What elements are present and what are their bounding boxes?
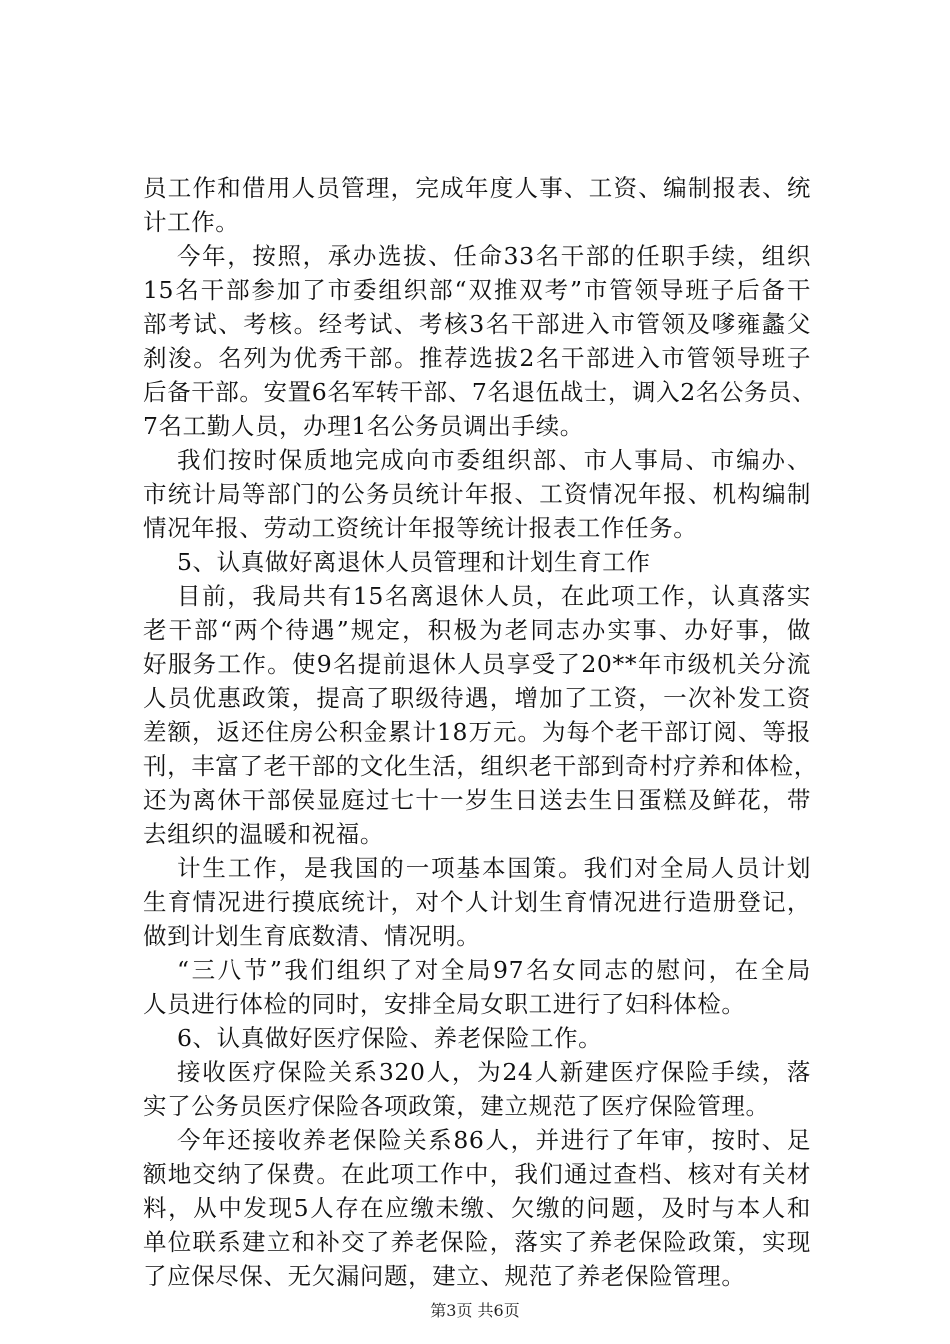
body-line: 额地交纳了保费。在此项工作中，我们通过查档、核对有关材 — [143, 1160, 811, 1188]
paragraph-start-line: 目前，我局共有15名离退休人员，在此项工作，认真落实 — [177, 582, 811, 610]
body-line: 料，从中发现5人存在应缴未缴、欠缴的问题，及时与本人和 — [143, 1194, 811, 1222]
body-line: 差额，返还住房公积金累计18万元。为每个老干部订阅、等报 — [143, 718, 811, 746]
paragraph-start-line: 今年还接收养老保险关系86人，并进行了年审，按时、足 — [177, 1126, 811, 1154]
body-line: 单位联系建立和补交了养老保险，落实了养老保险政策，实现 — [143, 1228, 811, 1256]
body-line: 人员优惠政策，提高了职级待遇，增加了工资，一次补发工资 — [143, 684, 811, 712]
section-heading: 6、认真做好医疗保险、养老保险工作。 — [177, 1024, 603, 1052]
paragraph-start-line: “三八节”我们组织了对全局97名女同志的慰问，在全局 — [177, 956, 811, 984]
body-line: 部考试、考核。经考试、考核3名干部进入市管领及嗲雍蠡父 — [143, 310, 811, 338]
paragraph-start-line: 计生工作，是我国的一项基本国策。我们对全局人员计划 — [177, 854, 811, 882]
body-line: 实了公务员医疗保险各项政策，建立规范了医疗保险管理。 — [143, 1092, 770, 1120]
body-line: 7名工勤人员，办理1名公务员调出手续。 — [143, 412, 584, 440]
page-number-footer: 第3页 共6页 — [430, 1301, 520, 1320]
body-line: 15名干部参加了市委组织部“双推双考”市管领导班子后备干 — [143, 276, 811, 304]
paragraph-start-line: 今年，按照，承办选拔、任命33名干部的任职手续，组织 — [177, 242, 811, 270]
body-line: 市统计局等部门的公务员统计年报、工资情况年报、机构编制 — [143, 480, 811, 508]
body-line: 生育情况进行摸底统计，对个人计划生育情况进行造册登记， — [143, 888, 811, 916]
section-heading: 5、认真做好离退休人员管理和计划生育工作 — [177, 548, 651, 576]
paragraph-start-line: 接收医疗保险关系320人，为24人新建医疗保险手续，落 — [177, 1058, 811, 1086]
body-line: 计工作。 — [143, 208, 240, 236]
body-line: 好服务工作。使9名提前退休人员享受了20**年市级机关分流 — [143, 650, 811, 678]
body-line: 老干部“两个待遇”规定，积极为老同志办实事、办好事，做 — [143, 616, 811, 644]
body-line: 刊，丰富了老干部的文化生活，组织老干部到奇村疗养和体检， — [143, 752, 818, 780]
body-line: 了应保尽保、无欠漏问题，建立、规范了养老保险管理。 — [143, 1262, 746, 1290]
body-line: 做到计划生育底数清、情况明。 — [143, 922, 481, 950]
body-line: 情况年报、劳动工资统计年报等统计报表工作任务。 — [143, 514, 698, 542]
body-line: 后备干部。安置6名军转干部、7名退伍战士，调入2名公务员、 — [143, 378, 817, 406]
body-line: 人员进行体检的同时，安排全局女职工进行了妇科体检。 — [143, 990, 746, 1018]
body-line: 去组织的温暖和祝福。 — [143, 820, 384, 848]
body-line: 还为离休干部侯显庭过七十一岁生日送去生日蛋糕及鲜花，带 — [143, 786, 811, 814]
paragraph-start-line: 我们按时保质地完成向市委组织部、市人事局、市编办、 — [177, 446, 811, 474]
body-line: 员工作和借用人员管理，完成年度人事、工资、编制报表、统 — [143, 174, 811, 202]
body-line: 刹浚。名列为优秀干部。推荐选拔2名干部进入市管领导班子 — [143, 344, 811, 372]
